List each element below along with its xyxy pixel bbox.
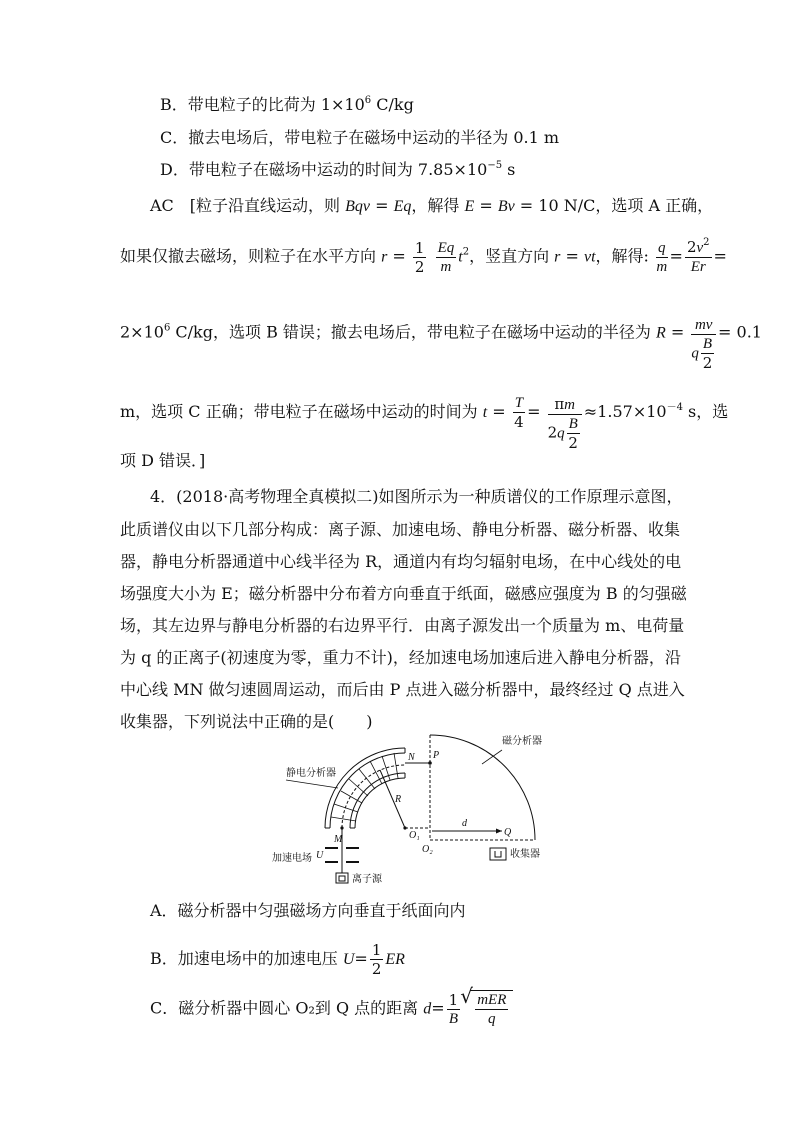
answer-line-4: m，选项 C 正确；带电粒子在磁场中运动的时间为 t = $\frac{T}{4}$ = πm 2q $\frac{B}{2}$ $\approx 1.57\times 10^{-4}$ s，选 xyxy=(120,395,729,452)
label-U: U xyxy=(316,850,324,861)
analyzer-outer-arc xyxy=(330,753,405,828)
answer-line-1: AC [粒子沿直线运动，则 Bqv = Eq，解得 E = Bv = 10 N/C，选项 A 正确， xyxy=(150,196,714,215)
option-a: A．磁分析器中匀强磁场方向垂直于纸面向内 xyxy=(150,901,466,920)
label-electrostatic-analyzer: 静电分析器 xyxy=(286,768,336,779)
option-b-prev: B．带电粒子的比荷为 $1\times 10^6$ C/kg xyxy=(160,95,414,114)
magnetic-analyzer-arc xyxy=(430,735,535,840)
question-line-7: 中心线 MN 做匀速圆周运动，而后由 P 点进入磁分析器中，最终经过 Q 点进入 xyxy=(120,680,685,699)
label-ion-source: 离子源 xyxy=(352,874,382,885)
answer-line-3: $2\times 10^6$ C/kg，选项 B 错误；撤去电场后，带电粒子在磁场中运动的半径为 R = mv q $\frac{B}{2}$ = 0.1 xyxy=(120,317,762,372)
label-collector: 收集器 xyxy=(510,849,540,860)
option-c: C．磁分析器中圆心 O₂到 Q 点的距离 d= $\frac{1}{B}$ √ $\frac{\text{mER}}{q}$ xyxy=(150,990,513,1028)
mass-spectrometer-diagram xyxy=(270,730,560,890)
collector-box xyxy=(490,848,506,860)
label-O1: O₁ xyxy=(409,830,420,841)
question-line-5: 场，其左边界与静电分析器的右边界平行．由离子源发出一个质量为 m、电荷量 xyxy=(120,616,685,635)
question-line-2: 此质谱仪由以下几部分构成：离子源、加速电场、静电分析器、磁分析器、收集 xyxy=(120,520,681,539)
label-O2: O₂ xyxy=(422,844,433,855)
label-P: P xyxy=(433,750,440,761)
question-line-8: 收集器，下列说法中正确的是( ) xyxy=(120,712,373,731)
label-magnetic-analyzer: 磁分析器 xyxy=(502,736,542,747)
label-Q: Q xyxy=(504,827,512,838)
label-M: M xyxy=(334,834,343,845)
question-line-4: 场强度大小为 E；磁分析器中分布着方向垂直于纸面，磁感应强度为 B 的匀强磁 xyxy=(120,584,687,603)
label-R: R xyxy=(395,794,402,805)
question-line-3: 器，静电分析器通道中心线半径为 R，通道内有均匀辐射电场，在中心线处的电 xyxy=(120,552,682,571)
answer-line-5: 项 D 错误．] xyxy=(120,451,206,470)
question-line-6: 为 q 的正离子(初速度为零，重力不计)，经加速电场加速后进入静电分析器，沿 xyxy=(120,648,681,667)
radial-field-lines xyxy=(331,753,398,821)
question-line-1: 4．(2018·高考物理全真模拟二)如图所示为一种质谱仪的工作原理示意图， xyxy=(150,487,683,506)
radius-line xyxy=(380,770,405,828)
label-d: d xyxy=(462,818,467,829)
option-c-prev: C．撤去电场后，带电粒子在磁场中运动的半径为 0.1 m xyxy=(160,128,560,147)
label-accel-field: 加速电场 xyxy=(272,853,312,864)
label-N: N xyxy=(408,752,415,763)
answer-line-2: 如果仅撤去磁场，则粒子在水平方向 r = $\frac{1}{2}$ $\frac{Eq}{m}$ $t^2$，竖直方向 r = vt，解得: $\frac{q}{m}$ = $\frac{2v^2}{Er}$ = xyxy=(120,237,727,276)
option-b: B．加速电场中的加速电压 U= $\frac{1}{2}$ ER xyxy=(150,941,405,978)
option-d-prev: D．带电粒子在磁场中运动的时间为 $7.85\times 10^{-5}$ s xyxy=(160,160,516,179)
